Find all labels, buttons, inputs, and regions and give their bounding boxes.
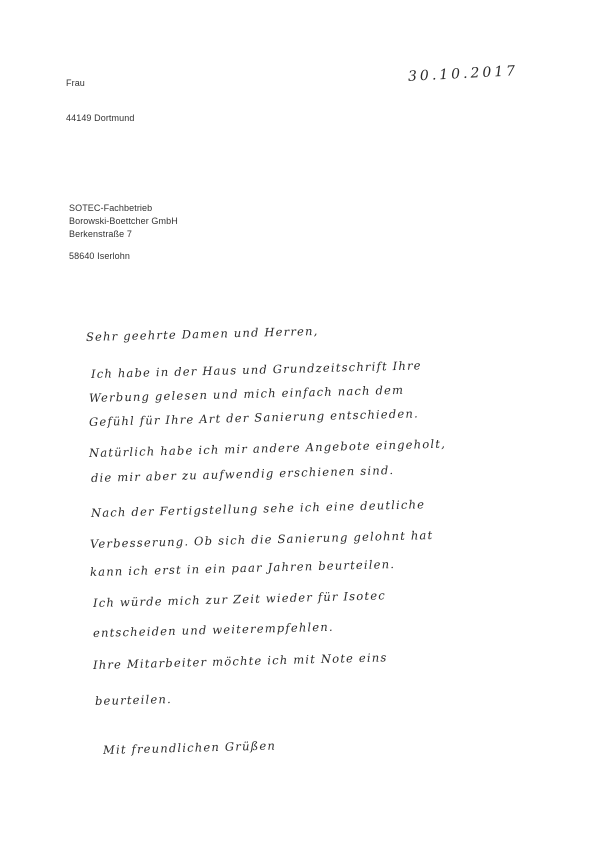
recipient-line1: SOTEC-Fachbetrieb [69,203,153,213]
letter-line: Ich habe in der Haus und Grundzeitschrift Ihre [90,358,422,381]
letter-line: Gefühl für Ihre Art der Sanierung entschieden. [88,406,420,429]
letter-greeting: Sehr geehrte Damen und Herren, [85,323,319,344]
recipient-street: Berkenstraße 7 [69,229,132,239]
letter-line: die mir aber zu aufwendig erschienen sind. [90,463,395,485]
letter-closing: Mit freundlichen Grüßen [102,738,277,757]
letter-line: Natürlich habe ich mir andere Angebote eingeholt, [88,436,447,460]
letter-line: Nach der Fertigstellung sehe ich eine deutliche [90,497,426,520]
letter-line: beurteilen. [94,691,173,708]
sender-salutation: Frau [66,78,85,88]
letter-line: entscheiden und weiterempfehlen. [92,619,334,640]
letter-line: kann ich erst in ein paar Jahren beurteilen. [89,557,396,579]
letter-line: Verbesserung. Ob sich die Sanierung gelohnt hat [89,528,434,551]
sender-city: 44149 Dortmund [66,113,135,123]
recipient-line2: Borowski-Boettcher GmbH [69,216,178,226]
recipient-city: 58640 Iserlohn [69,251,130,261]
letter-line: Werbung gelesen und mich einfach nach dem [88,382,405,405]
handwritten-date: 30.10.2017 [407,63,519,85]
letter-line: Ich würde mich zur Zeit wieder für Isotec [92,588,387,610]
letter-line: Ihre Mitarbeiter möchte ich mit Note eins [92,650,388,672]
